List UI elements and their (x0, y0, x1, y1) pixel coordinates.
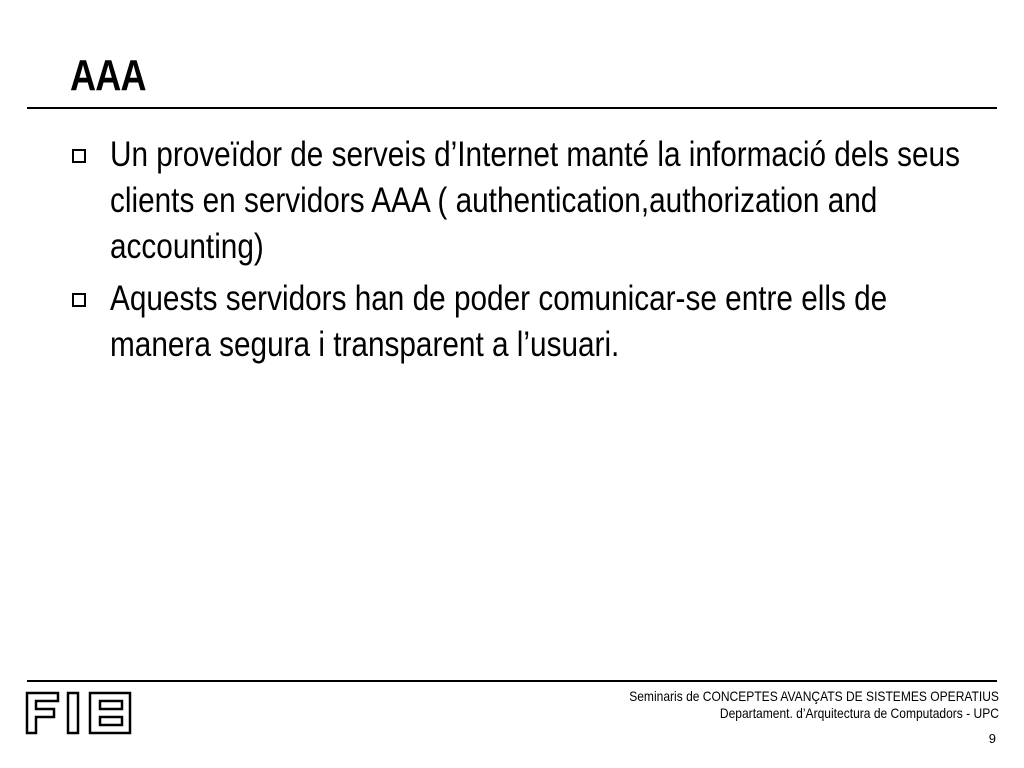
square-bullet-icon (72, 149, 86, 163)
footer-credits (629, 688, 999, 722)
bullet-text: Un proveïdor de serveis d’Internet manté la informació dels seus clients en servidors AAA ( authentication,authorization and accounting) (110, 135, 960, 266)
bullet-text: Aquests servidors han de poder comunicar-se entre ells de manera segura i transparent a l’usuari. (110, 279, 888, 364)
bullet-item (72, 132, 1024, 270)
bullet-item (72, 276, 1024, 368)
slide-title: AAA (70, 51, 146, 100)
fib-logo (24, 690, 138, 736)
footer-course: Seminaris de CONCEPTES AVANÇATS DE SISTEMES OPERATIUS (629, 688, 999, 704)
bullet-list (72, 132, 1024, 374)
footer-divider (27, 680, 997, 682)
footer-department: Departament. d’Arquitectura de Computadors - UPC (719, 705, 999, 721)
title-divider (27, 107, 997, 109)
page-number: 9 (988, 731, 996, 746)
square-bullet-icon (72, 293, 86, 307)
